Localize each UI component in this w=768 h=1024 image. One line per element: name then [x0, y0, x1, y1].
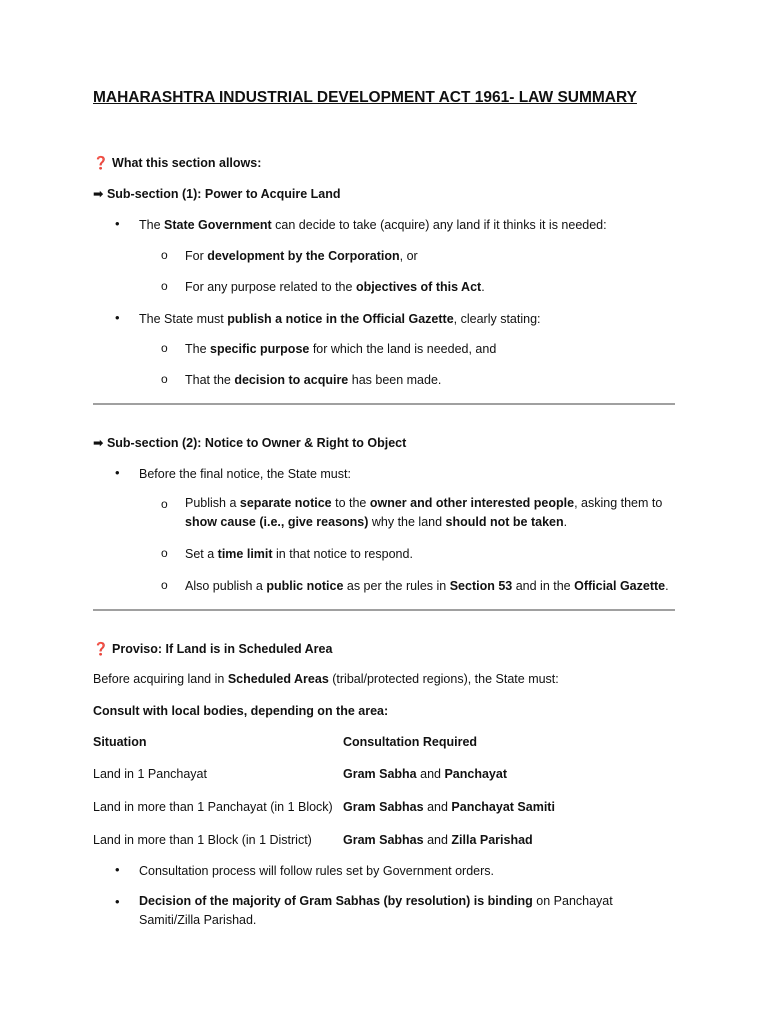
table-row-consultation: Gram Sabhas and Panchayat Samiti — [343, 800, 555, 814]
sub2-bullet-1: Before the final notice, the State must: — [139, 467, 351, 481]
sub1-bullet-2a: The specific purpose for which the land is needed, and — [185, 342, 497, 356]
proviso-heading: ❓ Proviso: If Land is in Scheduled Area — [93, 642, 333, 656]
table-header-situation: Situation — [93, 735, 147, 749]
bullet-marker: • — [115, 465, 120, 480]
sub-bullet-marker: o — [161, 546, 168, 560]
subsection-1-heading: ➡ Sub-section (1): Power to Acquire Land — [93, 187, 341, 201]
table-row-situation: Land in 1 Panchayat — [93, 767, 207, 781]
sub2-bullet-1b: Set a time limit in that notice to respond. — [185, 547, 413, 561]
bullet-marker: • — [115, 862, 120, 877]
horizontal-divider — [93, 609, 675, 611]
subsection-2-heading: ➡ Sub-section (2): Notice to Owner & Right to Object — [93, 436, 407, 450]
bullet-marker: • — [115, 310, 120, 325]
table-row-consultation: Gram Sabhas and Zilla Parishad — [343, 833, 533, 847]
sub-bullet-marker: o — [161, 341, 168, 355]
sub-bullet-marker: o — [161, 497, 168, 511]
sub2-bullet-1c: Also publish a public notice as per the rules in Section 53 and in the Official Gazette. — [185, 579, 669, 593]
sub1-bullet-1a: For development by the Corporation, or — [185, 249, 418, 263]
sub1-bullet-1b: For any purpose related to the objectives of this Act. — [185, 280, 485, 294]
table-row-consultation: Gram Sabha and Panchayat — [343, 767, 507, 781]
bullet-marker: • — [115, 216, 120, 231]
sub-bullet-marker: o — [161, 248, 168, 262]
table-header-consultation: Consultation Required — [343, 735, 478, 749]
table-row-situation: Land in more than 1 Panchayat (in 1 Block) — [93, 800, 333, 814]
sub1-bullet-2: The State must publish a notice in the Official Gazette, clearly stating: — [139, 312, 541, 326]
sub-bullet-marker: o — [161, 279, 168, 293]
horizontal-divider — [93, 403, 675, 405]
table-row-situation: Land in more than 1 Block (in 1 District) — [93, 833, 312, 847]
sub2-bullet-1a: Publish a separate notice to the owner and other interested people, asking them to show cause (i.e., give reasons) why the land should not be taken. — [185, 496, 663, 529]
sub1-bullet-2b: That the decision to acquire has been made. — [185, 373, 442, 387]
sub-bullet-marker: o — [161, 578, 168, 592]
document-title: MAHARASHTRA INDUSTRIAL DEVELOPMENT ACT 1961- LAW SUMMARY — [93, 89, 637, 106]
proviso-intro: Before acquiring land in Scheduled Areas (tribal/protected regions), the State must: — [93, 672, 559, 686]
proviso-bullet-1: Consultation process will follow rules set by Government orders. — [139, 864, 495, 878]
sub-bullet-marker: o — [161, 372, 168, 386]
consult-heading: Consult with local bodies, depending on the area: — [93, 704, 389, 718]
sub1-bullet-1: The State Government can decide to take (acquire) any land if it thinks it is needed: — [139, 218, 607, 232]
bullet-marker: • — [115, 894, 120, 909]
proviso-bullet-2: Decision of the majority of Gram Sabhas (by resolution) is binding on Panchayat Samiti/Zilla Parishad. — [139, 894, 613, 927]
section-allows-heading: ❓ What this section allows: — [93, 156, 262, 170]
